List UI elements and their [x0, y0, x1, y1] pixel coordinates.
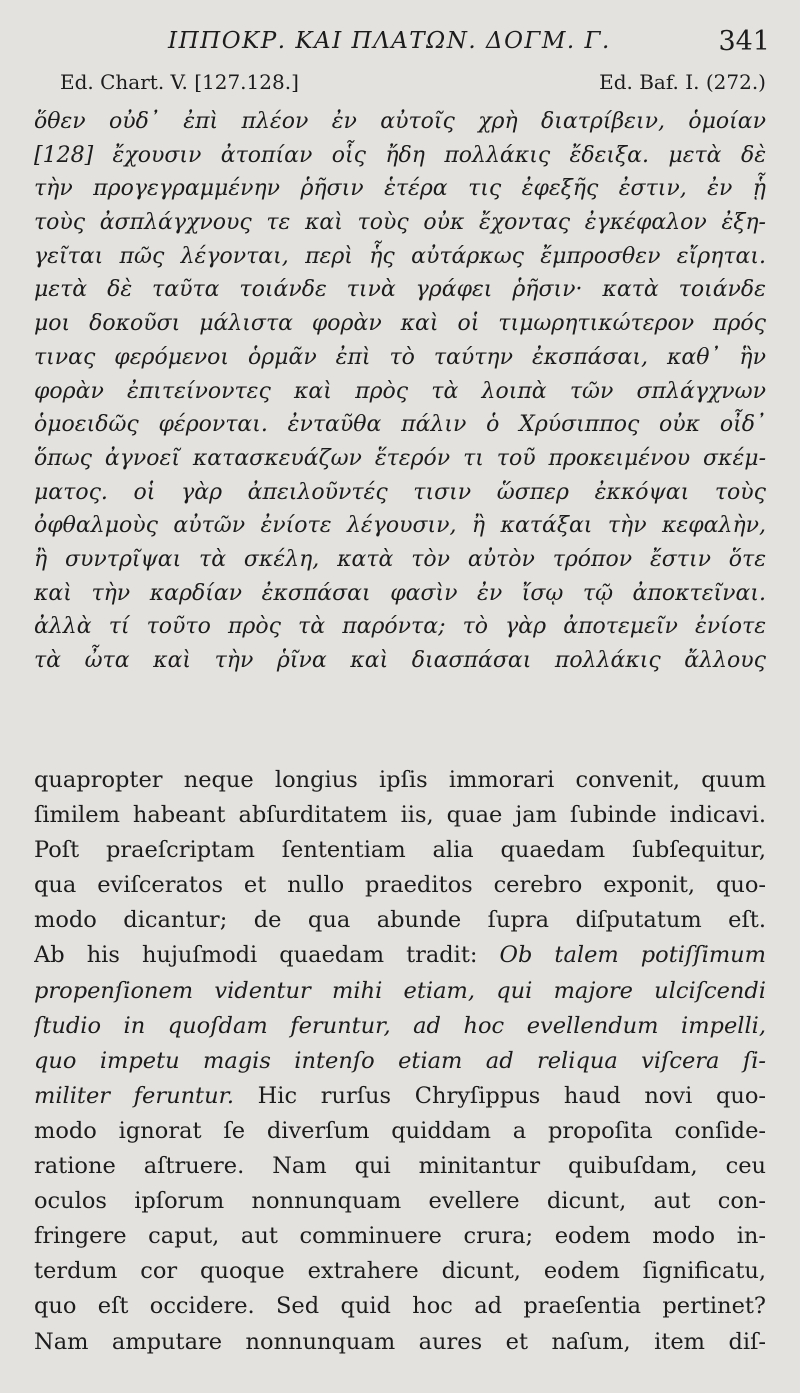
greek-text-line: τοὺς ἀσπλάγχνους τε καὶ τοὺς οὐκ ἔχοντας ἐγκέφαλον ἐξη-	[34, 210, 766, 236]
page-number: 341	[718, 26, 770, 57]
greek-text-line: τὰ ὦτα καὶ τὴν ῥῖνα καὶ διασπάσαι πολλάκις ἄλλους	[34, 648, 766, 673]
latin-text-line	[34, 1009, 766, 1044]
latin-text-line	[34, 1114, 766, 1149]
latin-text-segment: Nam amputare nonnunquam aures et naſum, item diſ-	[34, 1328, 766, 1355]
greek-text-line: μοι δοκοῦσι μάλιστα φορὰν καὶ οἱ τιμωρητικώτερον πρός	[34, 311, 766, 337]
edition-line	[60, 70, 766, 100]
greek-text-line: ματος. οἱ γὰρ ἀπειλοῦντές τισιν ὥσπερ ἐκκόψαι τοὺς	[34, 479, 766, 505]
latin-text-segment: Ab his hujuſmodi quaedam tradit:	[34, 942, 500, 969]
latin-text-line	[34, 1184, 766, 1219]
latin-text-segment: oculos ipſorum nonnunquam evellere dicunt, aut con-	[34, 1188, 766, 1215]
latin-text-segment: Hic rurſus Chryſippus haud novi quo-	[234, 1082, 766, 1109]
greek-text-line: ἢ συντρῖψαι τὰ σκέλη, κατὰ τὸν αὐτὸν τρόπον ἔστιν ὅτε	[34, 546, 766, 572]
greek-text-block	[34, 105, 766, 678]
greek-text-line: [128] ἔχουσιν ἀτοπίαν οἷς ἤδη πολλάκις ἔδειξα. μετὰ δὲ	[34, 142, 766, 168]
latin-quotation-italic: ſtudio in quoſdam feruntur, ad hoc evellendum impelli,	[34, 1012, 766, 1039]
greek-text-line: ὀφθαλμοὺς αὐτῶν ἐνίοτε λέγουσιν, ἢ κατάξαι τὴν κεφαλὴν,	[34, 513, 766, 539]
latin-quotation-italic: propenſionem videntur mihi etiam, qui majore ulciſcendi	[34, 977, 766, 1004]
latin-text-line	[34, 798, 766, 833]
latin-text-line	[34, 938, 766, 973]
latin-text-line	[34, 1079, 766, 1114]
greek-text-line: τινας φερόμενοι ὁρμᾶν ἐπὶ τὸ ταύτην ἐκσπάσαι, καθ᾽ ἣν	[34, 344, 766, 370]
latin-text-line	[34, 1254, 766, 1289]
greek-text-line: μετὰ δὲ ταῦτα τοιάνδε τινὰ γράφει ῥῆσιν· κατὰ τοιάνδε	[34, 277, 766, 303]
edition-reference-left: Ed. Chart. V. [127.128.]	[60, 70, 299, 94]
running-title: ΙΠΠΟΚΡ. ΚΑΙ ΠΛΑΤΩΝ. ΔΟΓΜ. Γ.	[168, 28, 611, 54]
latin-translation-block	[34, 763, 766, 1360]
latin-text-segment: ſimilem habeant abſurditatem iis, quae jam ſubinde indicavi.	[34, 802, 766, 829]
edition-reference-right: Ed. Baf. I. (272.)	[599, 70, 766, 94]
latin-text-segment: modo dicantur; de qua abunde ſupra diſputatum eſt.	[34, 907, 766, 934]
latin-text-line	[34, 974, 766, 1009]
latin-text-segment: fringere caput, aut comminuere crura; eodem modo in-	[34, 1223, 766, 1250]
latin-text-line	[34, 763, 766, 798]
greek-text-line: ὅπως ἀγνοεῖ κατασκευάζων ἕτερόν τι τοῦ προκειμένου σκέμ-	[34, 445, 766, 471]
latin-text-segment: terdum cor quoque extrahere dicunt, eodem ſignificatu,	[34, 1258, 766, 1285]
latin-text-line	[34, 1289, 766, 1324]
latin-text-line	[34, 1325, 766, 1360]
latin-quotation-italic: militer feruntur.	[34, 1082, 235, 1109]
greek-text-line: γεῖται πῶς λέγονται, περὶ ἧς αὐτάρκως ἔμπροσθεν εἴρηται.	[34, 243, 766, 269]
latin-text-segment: quo eſt occidere. Sed quid hoc ad praeſentia pertinet?	[34, 1293, 766, 1320]
latin-text-line	[34, 1044, 766, 1079]
latin-text-segment: ratione aſtruere. Nam qui minitantur quibuſdam, ceu	[34, 1153, 766, 1180]
greek-text-line: τὴν προγεγραμμένην ῥῆσιν ἑτέρα τις ἐφεξῆς ἐστιν, ἐν ᾗ	[34, 176, 766, 202]
latin-text-segment: qua eviſceratos et nullo praeditos cerebro exponit, quo-	[34, 872, 766, 899]
greek-text-line: ὁμοειδῶς φέρονται. ἐνταῦθα πάλιν ὁ Χρύσιππος οὐκ οἶδ᾽	[34, 412, 766, 438]
latin-text-line	[34, 1149, 766, 1184]
latin-text-line	[34, 903, 766, 938]
latin-quotation-italic: Ob talem potiſſimum	[499, 942, 766, 969]
greek-text-line: φορὰν ἐπιτείνοντες καὶ πρὸς τὰ λοιπὰ τῶν σπλάγχνων	[34, 378, 766, 404]
greek-text-line: ὅθεν οὐδ᾽ ἐπὶ πλέον ἐν αὐτοῖς χρὴ διατρίβειν, ὁμοίαν	[34, 109, 766, 134]
latin-quotation-italic: quo impetu magis intenſo etiam ad reliqua viſcera ſi-	[34, 1047, 766, 1074]
latin-text-line	[34, 1219, 766, 1254]
latin-text-line	[34, 868, 766, 903]
running-header	[0, 28, 800, 64]
latin-text-segment: quapropter neque longius ipſis immorari convenit, quum	[34, 767, 766, 793]
greek-text-line: ἀλλὰ τί τοῦτο πρὸς τὰ παρόντα; τὸ γὰρ ἀποτεμεῖν ἐνίοτε	[34, 614, 766, 640]
greek-text-line: καὶ τὴν καρδίαν ἐκσπάσαι φασὶν ἐν ἴσῳ τῷ ἀποκτεῖναι.	[34, 580, 766, 606]
latin-text-line	[34, 833, 766, 868]
latin-text-segment: Poſt praeſcriptam ſententiam alia quaedam ſubſequitur,	[34, 837, 766, 864]
latin-text-segment: modo ignorat ſe diverſum quiddam a propoſita conſide-	[34, 1117, 766, 1144]
